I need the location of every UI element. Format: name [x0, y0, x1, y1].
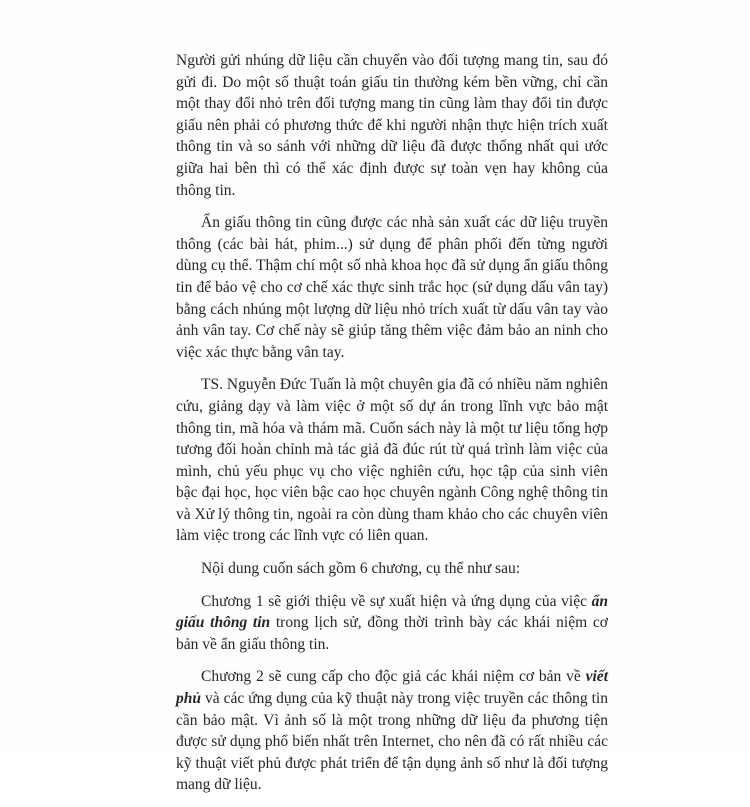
- paragraph-4-text: Nội dung cuốn sách gồm 6 chương, cụ thể như sau:: [201, 560, 521, 578]
- paragraph-2: [176, 212, 608, 363]
- paragraph-6: [176, 666, 608, 796]
- paragraph-5-text-b: trong lịch sử, đồng thời trình bày các khái niệm cơ bản về ẩn giấu thông tin.: [176, 614, 608, 653]
- paragraph-2-text: Ẩn giấu thông tin cũng được các nhà sản xuất các dữ liệu truyền thông (các bài hát, phim...) sử dụng để phân phối đến từng người dùng cụ thể. Thậm chí một số nhà khoa học đã sử dụng ẩn giấu thông tin để bảo vệ cho cơ chế xác thực sinh trắc học (sử dụng dấu vân tay) bằng cách nhúng một lượng dữ liệu nhỏ trích xuất từ dấu vân tay vào ảnh vân tay. Cơ chế này sẽ giúp tăng thêm việc đảm bảo an ninh cho việc xác thực bằng vân tay.: [176, 214, 608, 361]
- paragraph-3: [176, 374, 608, 547]
- paragraph-1-text: Người gửi nhúng dữ liệu cần chuyển vào đối tượng mang tin, sau đó gửi đi. Do một số thuật toán giấu tin thường kém bền vững, chỉ cần một thay đổi nhỏ trên đối tượng mang tin cũng làm thay đổi tin được giấu nên phải có phương thức để khi người nhận thực hiện trích xuất thông tin và so sánh với những dữ liệu đã được thống nhất qui ước giữa hai bên thì có thể xác định được sự toàn vẹn hay không của thông tin.: [176, 52, 608, 199]
- paragraph-6-emphasis: viết phủ: [176, 668, 608, 708]
- paragraph-6-text-a: Chương 2 sẽ cung cấp cho độc giả các khái niệm cơ bản về: [201, 668, 586, 686]
- paragraph-5-text-a: Chương 1 sẽ giới thiệu về sự xuất hiện và ứng dụng của việc: [201, 592, 592, 610]
- page-body-text: [176, 50, 608, 807]
- paragraph-5: [176, 591, 608, 656]
- paragraph-5-emphasis: ẩn giấu thông tin: [176, 592, 608, 632]
- paragraph-3-text: TS. Nguyễn Đức Tuấn là một chuyên gia đã có nhiều năm nghiên cứu, giảng dạy và làm việc ở một số dự án trong lĩnh vực bảo mật thông tin, mã hóa và thám mã. Cuốn sách này là một tư liệu tổng hợp tương đối hoàn chỉnh mà tác giả đã đúc rút từ quá trình làm việc của mình, chủ yếu phục vụ cho việc nghiên cứu, học tập của sinh viên bậc đại học, học viên bậc cao học chuyên ngành Công nghệ thông tin và Xử lý thông tin, ngoài ra còn dùng tham khảo cho các chuyên viên làm việc trong các lĩnh vực có liên quan.: [176, 376, 608, 545]
- paragraph-1: [176, 50, 608, 201]
- paragraph-4: [176, 558, 608, 580]
- paragraph-6-text-b: và các ứng dụng của kỹ thuật này trong việc truyền các thông tin cần bảo mật. Vì ảnh số là một trong những dữ liệu đa phương tiện được sử dụng phổ biến nhất trên Internet, cho nên đã có rất nhiều các kỹ thuật viết phủ được phát triển để tận dụng ảnh số như là đối tượng mang dữ liệu.: [176, 690, 608, 794]
